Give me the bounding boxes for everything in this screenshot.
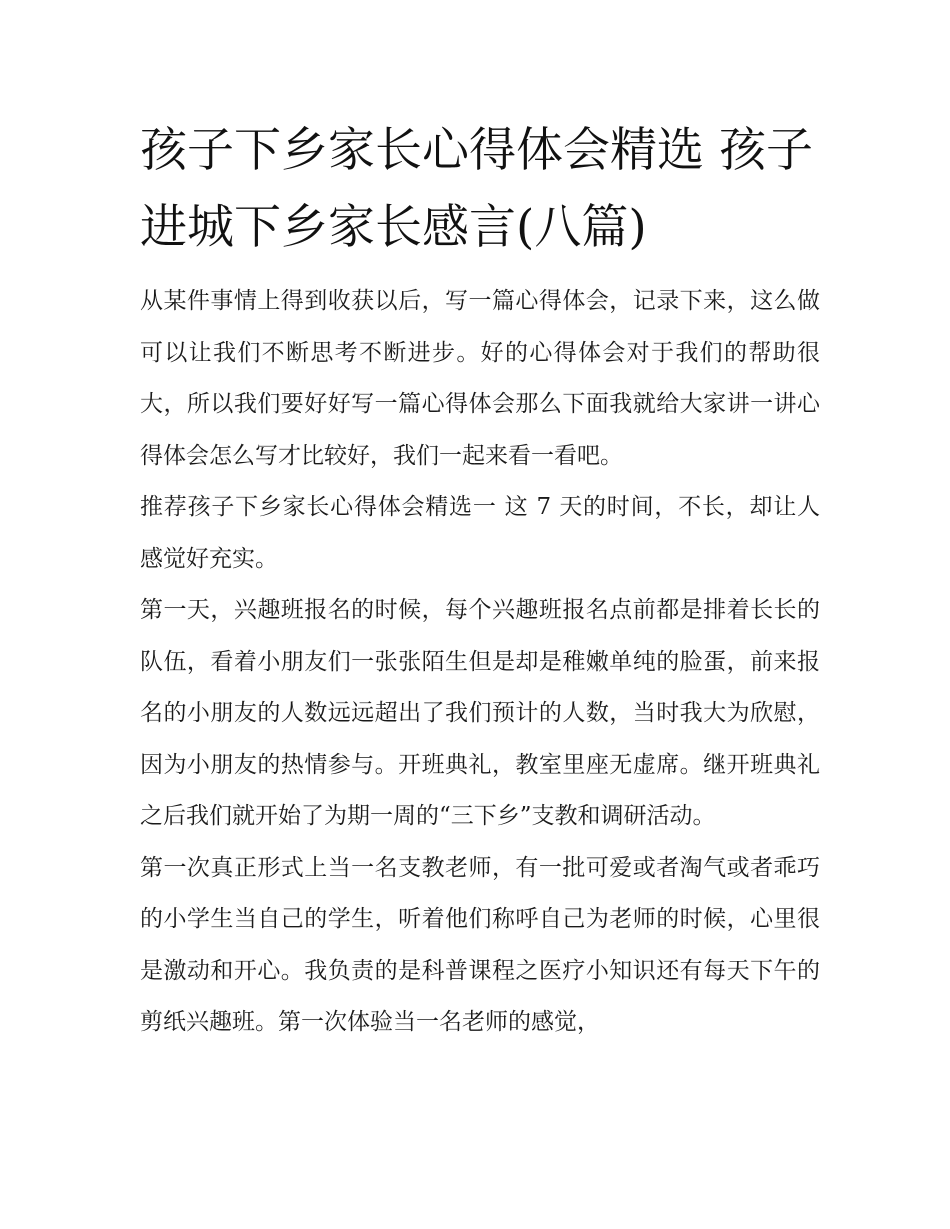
paragraph-day-one: 第一天，兴趣班报名的时候，每个兴趣班报名点前都是排着长长的队伍，看着小朋友们一张张陌生但是却是稚嫩单纯的脸蛋，前来报名的小朋友的人数远远超出了我们预计的人数，当时我大为欣慰，因为小朋友的热情参与。开班典礼，教室里座无虚席。继开班典礼之后我们就开始了为期一周的“三下乡”支教和调研活动。 — [140, 597, 820, 829]
document-body — [140, 276, 820, 1049]
paragraph-intro: 从某件事情上得到收获以后，写一篇心得体会，记录下来，这么做可以让我们不断思考不断进步。好的心得体会对于我们的帮助很大，所以我们要好好写一篇心得体会那么下面我就给大家讲一讲心得体会怎么写才比较好，我们一起来看一看吧。 — [140, 288, 820, 469]
document-title: 孩子下乡家长心得体会精选 孩子进城下乡家长感言(八篇) — [140, 123, 813, 255]
paragraph-first-teaching: 第一次真正形式上当一名支教老师，有一批可爱或者淘气或者乖巧的小学生当自己的学生，听着他们称呼自己为老师的时候，心里很是激动和开心。我负责的是科普课程之医疗小知识还有每天下午的剪纸兴趣班。第一次体验当一名老师的感觉， — [140, 854, 820, 1035]
paragraph-recommend: 推荐孩子下乡家长心得体会精选一 这 7 天的时间，不长，却让人感觉好充实。 — [140, 494, 820, 572]
